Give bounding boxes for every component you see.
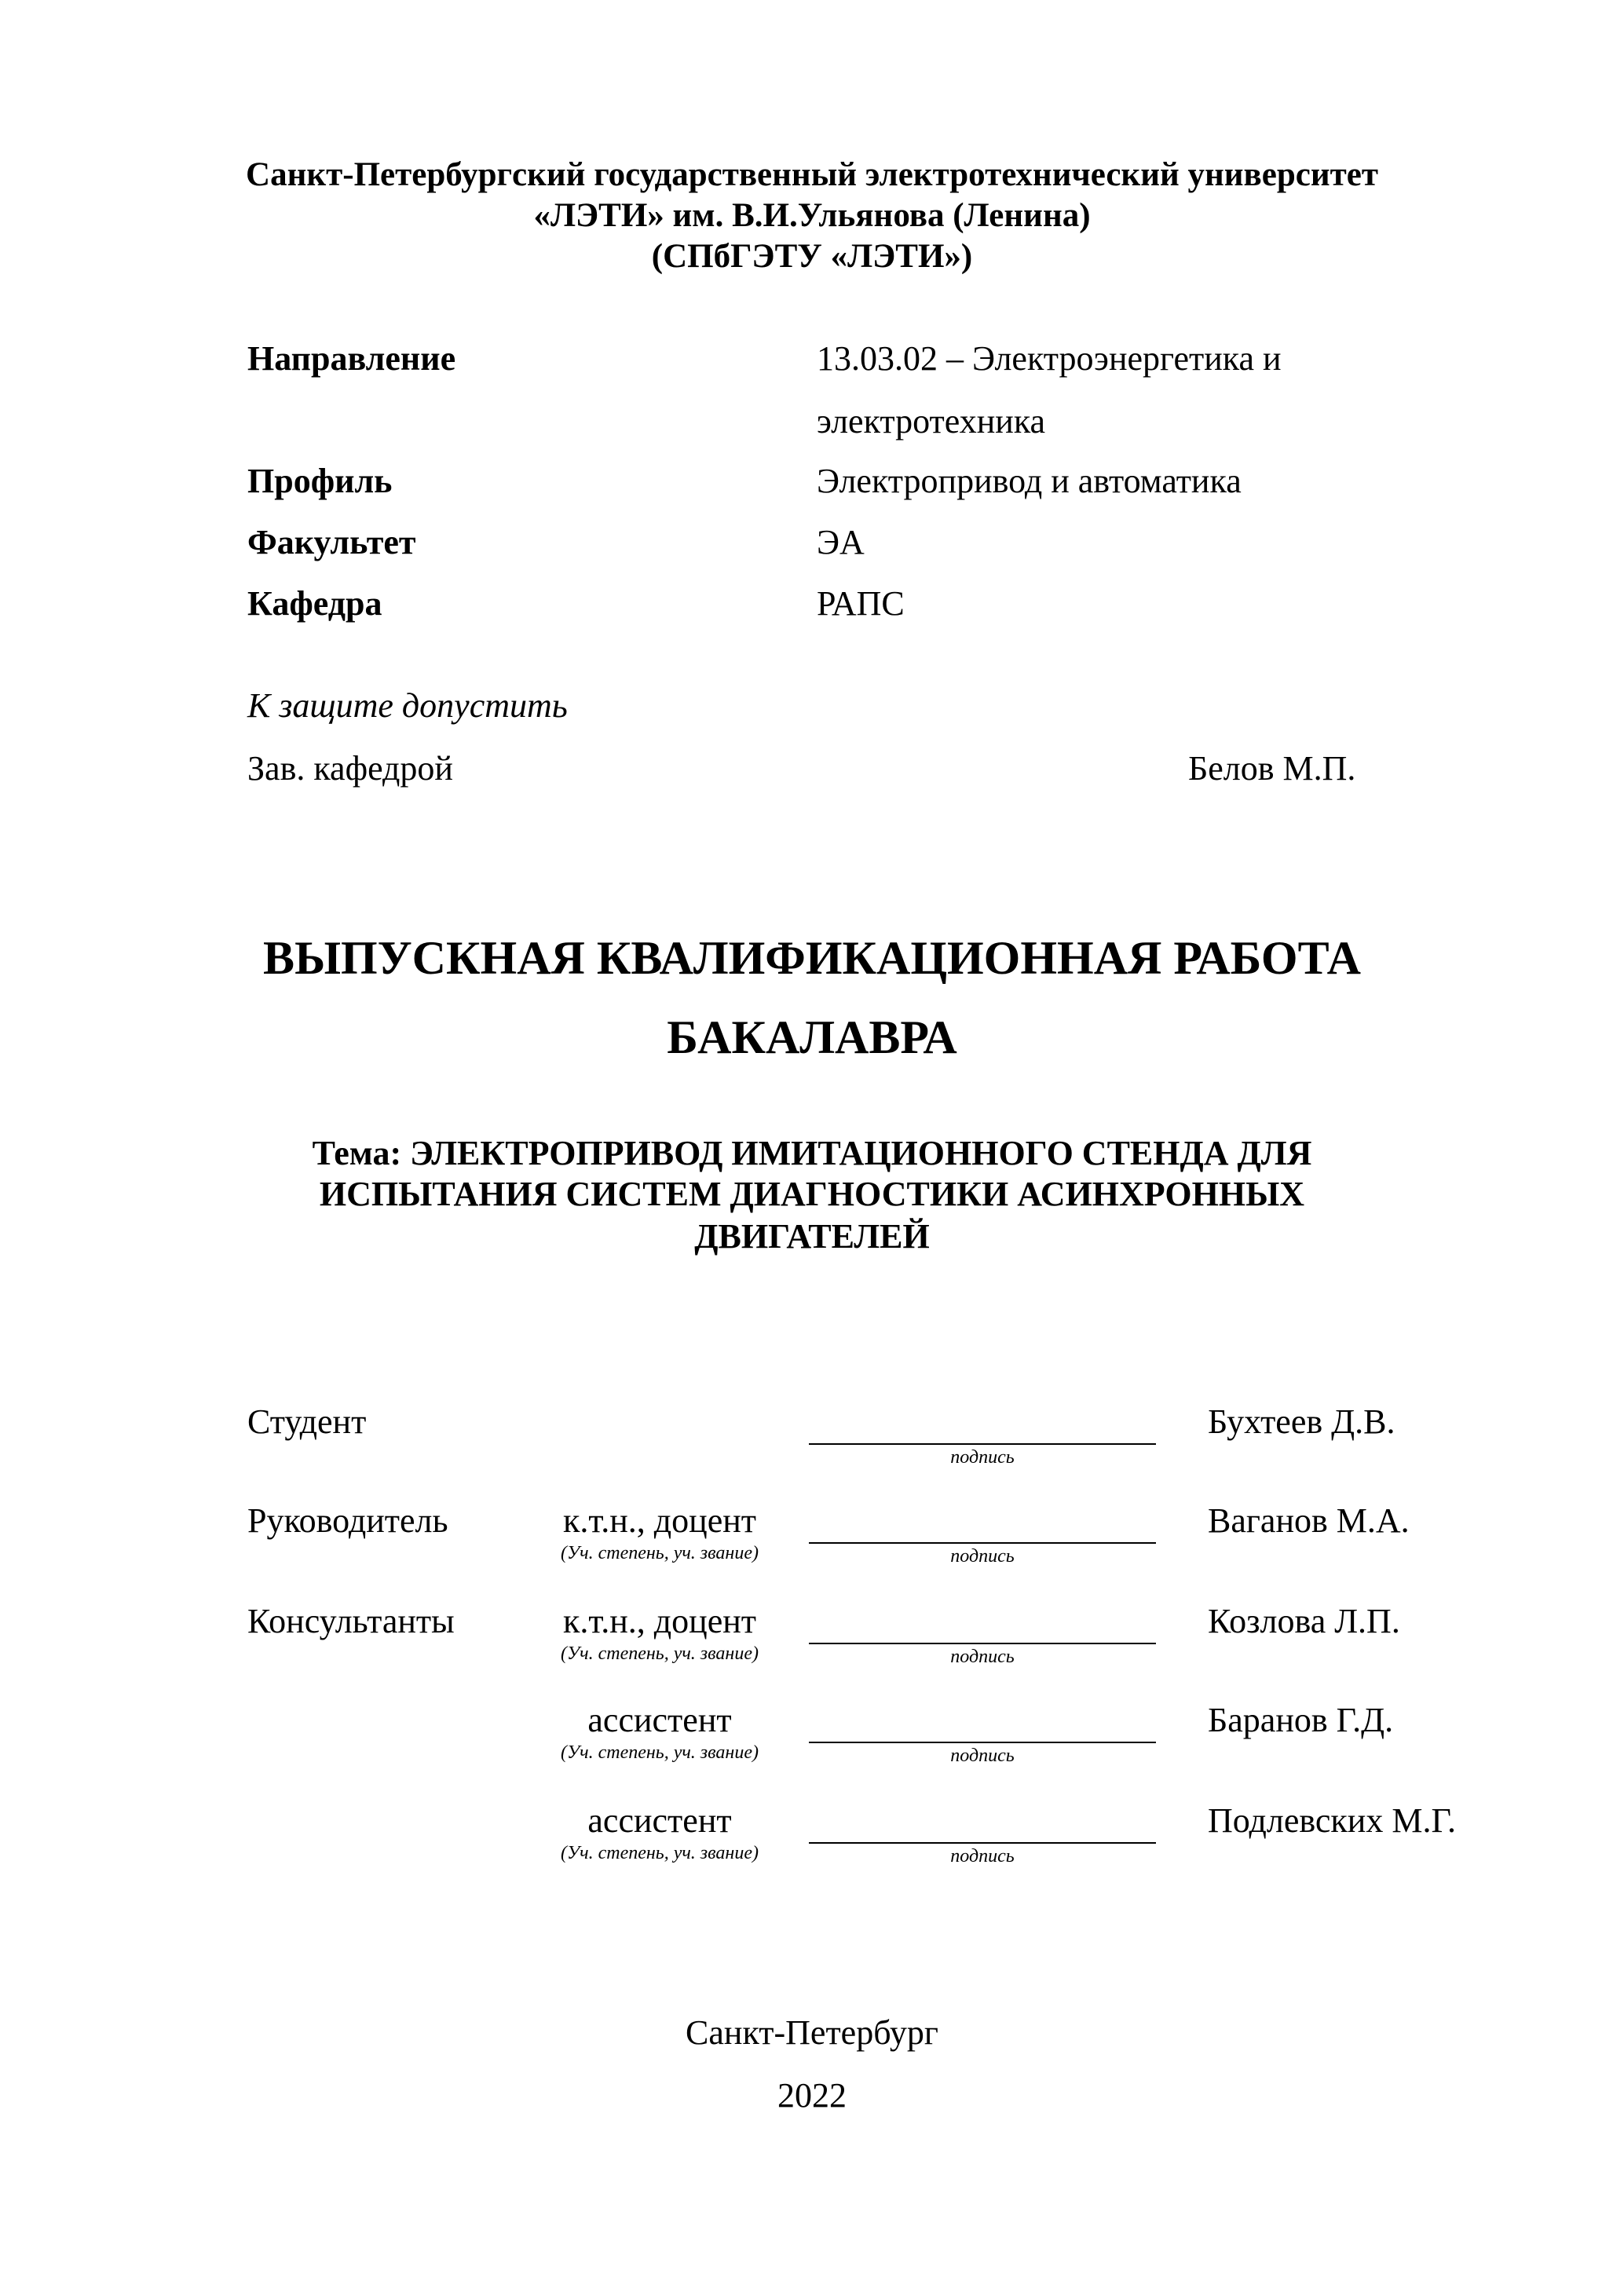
university-name-line2: «ЛЭТИ» им. В.И.Ульянова (Ленина)	[533, 197, 1091, 234]
consultant1-signature-line	[809, 1643, 1156, 1644]
consultant2-name: Баранов Г.Д.	[1208, 1701, 1394, 1739]
supervisor-role: Руководитель	[247, 1501, 448, 1540]
work-title-line1: ВЫПУСКНАЯ КВАЛИФИКАЦИОННАЯ РАБОТА	[263, 932, 1361, 984]
consultant3-signature-caption: подпись	[950, 1846, 1015, 1866]
university-name-line1: Санкт-Петербургский государственный электротехнический университет	[246, 156, 1378, 193]
year: 2022	[777, 2076, 847, 2115]
university-abbreviation: (СПбГЭТУ «ЛЭТИ»)	[651, 238, 973, 275]
supervisor-degree: к.т.н., доцент	[562, 1501, 757, 1540]
consultant3-degree-caption: (Уч. степень, уч. звание)	[561, 1843, 759, 1863]
profile-label: Профиль	[247, 462, 393, 500]
consultant1-degree-caption: (Уч. степень, уч. звание)	[561, 1643, 759, 1664]
admit-to-defense: К защите допустить	[247, 686, 568, 725]
consultant3-name: Подлевских М.Г.	[1208, 1801, 1456, 1840]
consultant1-name: Козлова Л.П.	[1208, 1602, 1400, 1640]
work-title-line2: БАКАЛАВРА	[667, 1011, 957, 1063]
direction-value-line2: электротехника	[817, 402, 1046, 441]
supervisor-degree-caption: (Уч. степень, уч. звание)	[561, 1543, 759, 1563]
faculty-label: Факультет	[247, 523, 416, 561]
consultant3-degree: ассистент	[587, 1801, 732, 1840]
topic-line3: ДВИГАТЕЛЕЙ	[694, 1217, 930, 1256]
direction-label: Направление	[247, 339, 456, 378]
consultant2-signature-caption: подпись	[950, 1746, 1015, 1766]
consultant2-degree-caption: (Уч. степень, уч. звание)	[561, 1742, 759, 1763]
profile-value: Электропривод и автоматика	[817, 462, 1242, 500]
city-name: Санкт-Петербург	[686, 2013, 938, 2052]
consultants-role: Консультанты	[247, 1602, 455, 1640]
topic-line2: ИСПЫТАНИЯ СИСТЕМ ДИАГНОСТИКИ АСИНХРОННЫХ	[319, 1175, 1305, 1213]
student-role: Студент	[247, 1402, 367, 1441]
direction-value-line1: 13.03.02 – Электроэнергетика и	[817, 339, 1282, 378]
head-of-department-name: Белов М.П.	[1188, 749, 1356, 788]
supervisor-name: Ваганов М.А.	[1208, 1501, 1410, 1540]
consultant3-signature-line	[809, 1842, 1156, 1844]
supervisor-signature-caption: подпись	[950, 1546, 1015, 1567]
supervisor-signature-line	[809, 1542, 1156, 1544]
student-signature-line	[809, 1443, 1156, 1445]
department-value: РАПС	[817, 584, 905, 623]
consultant2-degree: ассистент	[587, 1701, 732, 1739]
student-name: Бухтеев Д.В.	[1208, 1402, 1395, 1441]
consultant1-signature-caption: подпись	[950, 1647, 1015, 1667]
faculty-value: ЭА	[817, 523, 865, 561]
topic-line1: Тема: ЭЛЕКТРОПРИВОД ИМИТАЦИОННОГО СТЕНДА ДЛЯ	[312, 1134, 1312, 1172]
consultant2-signature-line	[809, 1742, 1156, 1743]
consultant1-degree: к.т.н., доцент	[562, 1602, 757, 1640]
student-signature-caption: подпись	[950, 1447, 1015, 1468]
department-label: Кафедра	[247, 584, 382, 623]
head-of-department-label: Зав. кафедрой	[247, 749, 453, 788]
